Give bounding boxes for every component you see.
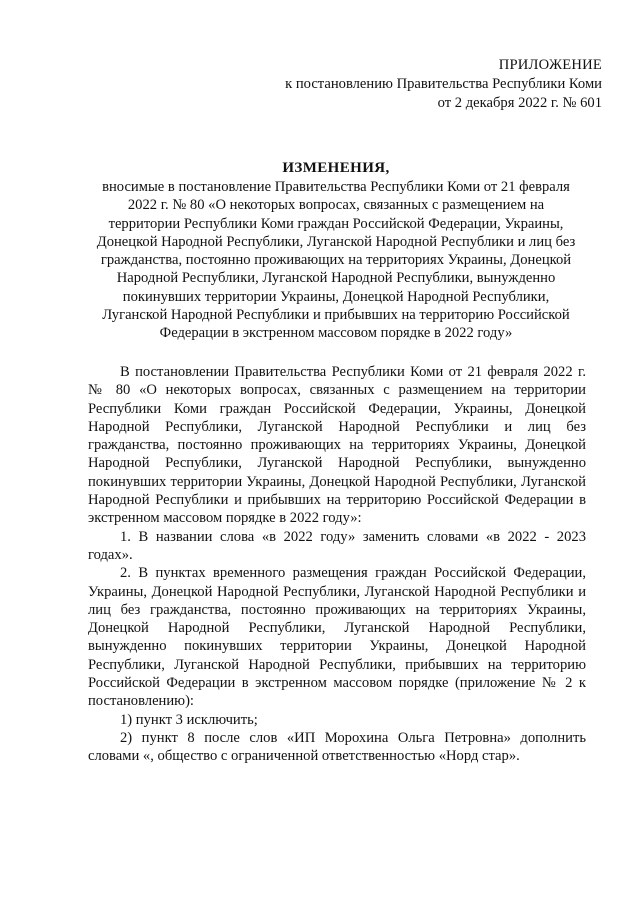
document-preamble: вносимые в постановление Правительства Республики Коми от 21 февраля 2022 г. № 80 «О некоторых вопросах, связанных с размещением на территории Республики Коми граждан Российской Федерации, Украины, Донецкой Народной Республики, Луганской Народной Республики и лиц без гражданства, постоянно проживающих на территориях Украины, Донецкой Народной Республики, Луганской Народной Республики, вынужденно покинувших территории Украины, Донецкой Народной Республики, Луганской Народной Республики и прибывших на территорию Российской Федерации в экстренном массовом порядке в 2022 году» <box>96 179 576 342</box>
document-body <box>88 363 586 766</box>
body-item-1: 1. В названии слова «в 2022 году» заменить словами «в 2022 - 2023 годах». <box>88 528 586 563</box>
appendix-title: ПРИЛОЖЕНИЕ <box>498 57 602 73</box>
body-intro-paragraph: В постановлении Правительства Республики Коми от 21 февраля 2022 г. № 80 «О некоторых вопросах, связанных с размещением на территории Республики Коми граждан Российской Федерации, Украины, Донецкой Народной Республики, Луганской Народной Республики и лиц без гражданства, постоянно проживающих на территориях Украины, Донецкой Народной Республики, Луганской Народной Республики, вынужденно покинувших территории Украины, Донецкой Народной Республики, Луганской Народной Республики и прибывших на территорию Российской Федерации в экстренном массовом порядке в 2022 году»: <box>88 364 586 527</box>
appendix-resolution-line: к постановлению Правительства Республики Коми <box>285 76 602 92</box>
document-heading: ИЗМЕНЕНИЯ, <box>282 160 390 176</box>
appendix-block <box>285 56 602 113</box>
body-subitem-2: 2) пункт 8 после слов «ИП Морохина Ольга Петровна» дополнить словами «, общество с ограниченной ответственностью «Норд стар». <box>88 729 586 765</box>
appendix-date-number: от 2 декабря 2022 г. № 601 <box>437 95 602 111</box>
body-subitem-1: 1) пункт 3 исключить; <box>120 711 258 728</box>
body-item-2: 2. В пунктах временного размещения граждан Российской Федерации, Украины, Донецкой Народной Республики, Луганской Народной Республики и лиц без гражданства, постоянно проживающих на территориях Украины, Донецкой Народной Республики, Луганской Народной Республики, вынужденно покинувших территории Украины, Донецкой Народной Республики, Луганской Народной Республики, прибывших на территорию Российской Федерации в экстренном массовом порядке (приложение № 2 к постановлению): <box>88 565 586 710</box>
